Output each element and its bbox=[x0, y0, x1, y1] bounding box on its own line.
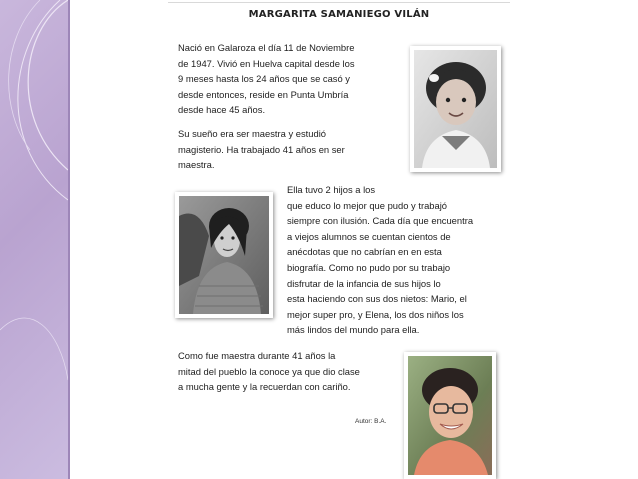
text-line: 9 meses hasta los 24 años que se casó y bbox=[178, 73, 350, 85]
text-line: magisterio. Ha trabajado 41 años en ser bbox=[178, 143, 345, 155]
adult-woman-photo bbox=[404, 352, 496, 479]
text-line: disfrutar de la infancia de sus hijos lo bbox=[287, 277, 441, 289]
paragraph-birth bbox=[178, 40, 355, 118]
text-line: que educo lo mejor que pudo y trabajó bbox=[287, 199, 448, 211]
text-line: Como fue maestra durante 41 años la bbox=[178, 350, 336, 361]
text-line: más lindos del mundo para ella. bbox=[287, 324, 420, 336]
text-line: desde hace 45 años. bbox=[178, 104, 266, 116]
text-line: maestra. bbox=[178, 159, 215, 171]
child-photo bbox=[410, 46, 501, 172]
text-line: de 1947. Vivió en Huelva capital desde los bbox=[178, 57, 355, 69]
text-line: esta haciendo con sus dos nietos: Mario, el bbox=[287, 293, 467, 305]
text-line: biografía. Como no pudo por su trabajo bbox=[287, 261, 451, 273]
decorative-sidebar bbox=[0, 0, 68, 479]
text-line: Nació en Galaroza el día 11 de Noviembre bbox=[178, 42, 355, 53]
text-line: a mucha gente y la recuerdan con cariño. bbox=[178, 381, 351, 393]
text-line: anécdotas que no cabrían en en esta bbox=[287, 246, 442, 258]
text-line: a viejos alumnos se cuentan cientos de bbox=[287, 230, 451, 242]
author-credit: Autor: B.A. bbox=[355, 418, 387, 425]
text-line: desde entonces, reside en Punta Umbría bbox=[178, 88, 349, 100]
young-woman-photo bbox=[175, 192, 273, 318]
text-line: Su sueño era ser maestra y estudió bbox=[178, 128, 326, 139]
text-line: siempre con ilusión. Cada día que encuentra bbox=[287, 215, 474, 227]
swirl-decoration bbox=[0, 0, 68, 479]
text-line: Ella tuvo 2 hijos a los bbox=[287, 184, 376, 195]
text-line: mejor super pro, y Elena, los dos niños los bbox=[287, 308, 464, 320]
paragraph-children bbox=[287, 182, 473, 338]
paragraph-dream bbox=[178, 126, 345, 173]
text-line: mitad del pueblo la conoce ya que dio clase bbox=[178, 365, 360, 377]
page-title: MARGARITA SAMANIEGO VILÁN bbox=[248, 9, 430, 20]
paragraph-teacher bbox=[178, 348, 360, 395]
top-rule bbox=[168, 2, 510, 3]
sidebar-divider bbox=[68, 0, 70, 479]
